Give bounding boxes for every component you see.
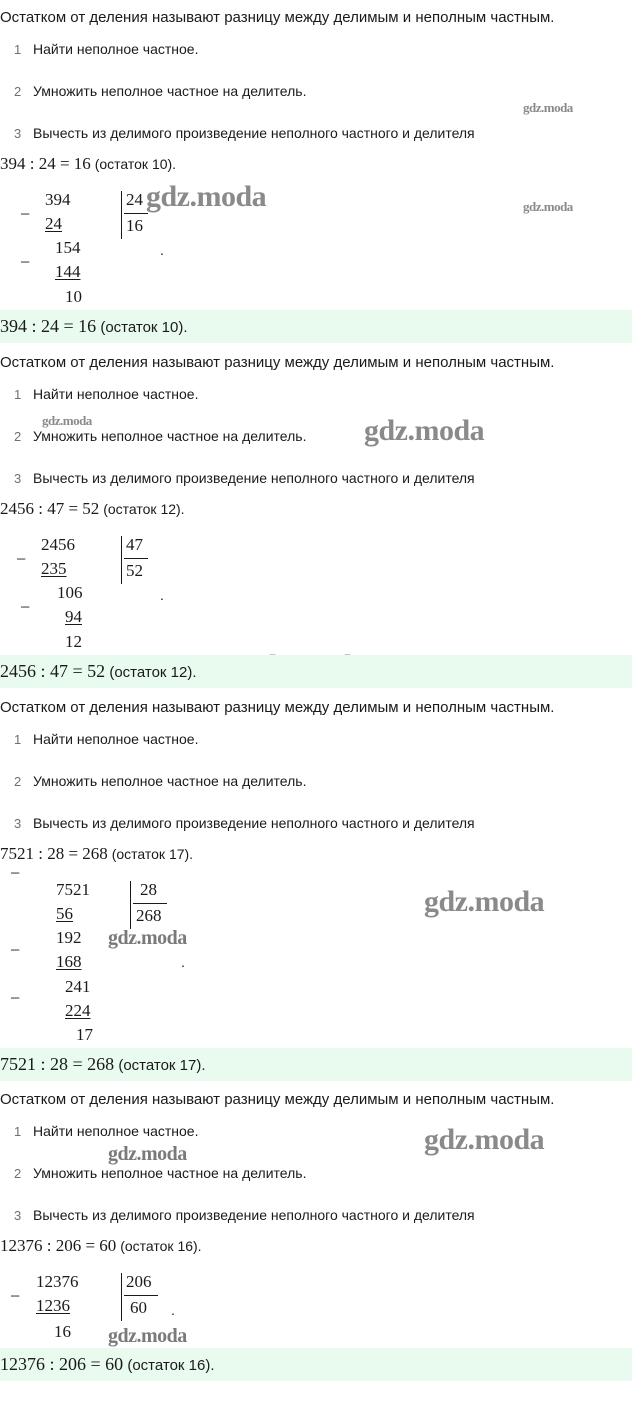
- minus-sign: −: [20, 252, 31, 272]
- equation: [0, 154, 176, 174]
- watermark: gdz.moda: [108, 927, 187, 949]
- equation-math: 394 : 24 = 16: [0, 154, 91, 173]
- remainder-note: (остаток 12).: [103, 501, 185, 517]
- minus-sign: −: [20, 597, 31, 617]
- step-text: Найти неполное частное.: [33, 1123, 199, 1139]
- minus-sign: −: [10, 940, 21, 960]
- dividend: 394: [45, 190, 71, 209]
- step-number: 2: [14, 429, 22, 444]
- equation-math: 7521 : 28 = 268: [0, 844, 108, 863]
- divisor: 28: [140, 880, 157, 899]
- step-text: Найти неполное частное.: [33, 41, 199, 57]
- equation-math: 12376 : 206 = 60: [0, 1236, 117, 1255]
- subtrahend: 224: [65, 1001, 91, 1020]
- problem-4: [0, 1082, 632, 1382]
- answer-math: 2456 : 47 = 52: [0, 661, 106, 681]
- watermark: gdz.moda: [42, 413, 92, 428]
- divisor-line: [133, 903, 167, 904]
- remainder-note: (остаток 17).: [111, 846, 194, 862]
- minus-sign: −: [10, 988, 21, 1008]
- watermark: gdz.moda: [364, 414, 485, 447]
- answer-box: [0, 1348, 632, 1381]
- answer-note: (остаток 12).: [109, 664, 197, 681]
- answer-box: [0, 1048, 632, 1081]
- step-text: Вычесть из делимого произведение неполного частного и делителя: [33, 1207, 475, 1223]
- step-1: [14, 40, 198, 59]
- step-2: [14, 1164, 306, 1183]
- divisor: 24: [126, 190, 143, 209]
- subtrahend: 94: [65, 607, 82, 626]
- step-number: 3: [14, 126, 22, 141]
- minus-sign: −: [16, 549, 27, 569]
- watermark: gdz.moda: [146, 180, 267, 213]
- minus-sign: −: [10, 863, 21, 883]
- step-number: 2: [14, 84, 22, 99]
- step-text: Вычесть из делимого произведение неполного частного и делителя: [33, 470, 475, 486]
- step-3: [14, 814, 475, 833]
- remainder: 16: [54, 1322, 71, 1341]
- remainder: 12: [65, 632, 82, 651]
- step-number: 1: [14, 42, 22, 57]
- watermark: gdz.moda: [523, 199, 573, 214]
- subtrahend: 24: [45, 214, 62, 233]
- subtrahend: 235: [41, 559, 67, 578]
- step-1: [14, 730, 198, 749]
- step-text: Умножить неполное частное на делитель.: [33, 773, 307, 789]
- dot: .: [160, 242, 164, 258]
- answer-math: 7521 : 28 = 268: [0, 1054, 115, 1074]
- step-number: 3: [14, 471, 22, 486]
- quotient: 52: [126, 561, 143, 580]
- intro-text: Остатком от деления называют разницу между делимым и неполным частным.: [0, 354, 555, 371]
- step-number: 2: [14, 774, 22, 789]
- answer-note: (остаток 17).: [118, 1057, 206, 1074]
- watermark: gdz.moda: [108, 1143, 187, 1165]
- problem-2: [0, 345, 632, 690]
- problem-3: [0, 690, 632, 1082]
- step-2: [14, 82, 306, 101]
- intro-text: Остатком от деления называют разницу между делимым и неполным частным.: [0, 1091, 555, 1108]
- step-text: Умножить неполное частное на делитель.: [33, 1165, 307, 1181]
- step-3: [14, 469, 475, 488]
- partial-dividend: 192: [56, 928, 82, 947]
- division-bar: [130, 881, 131, 929]
- step-number: 1: [14, 387, 22, 402]
- partial-dividend: 241: [65, 977, 91, 996]
- step-text: Найти неполное частное.: [33, 731, 199, 747]
- watermark: gdz.moda: [424, 1123, 545, 1156]
- intro-text: Остатком от деления называют разницу между делимым и неполным частным.: [0, 9, 555, 26]
- answer-box: [0, 310, 632, 343]
- minus-sign: −: [10, 1286, 21, 1306]
- subtrahend: 168: [56, 952, 82, 971]
- answer-note: (остаток 10).: [100, 319, 188, 336]
- equation: [0, 844, 193, 864]
- watermark: gdz.moda: [523, 100, 573, 115]
- division-bar: [121, 1273, 122, 1321]
- step-number: 1: [14, 1124, 22, 1139]
- remainder-note: (остаток 10).: [94, 156, 177, 172]
- subtrahend: 1236: [36, 1296, 70, 1315]
- divisor-line: [124, 213, 148, 214]
- watermark: gdz.moda: [424, 885, 545, 918]
- dot: .: [181, 954, 185, 970]
- equation: [0, 499, 185, 519]
- intro-text: Остатком от деления называют разницу между делимым и неполным частным.: [0, 699, 555, 716]
- step-text: Вычесть из делимого произведение неполного частного и делителя: [33, 125, 475, 141]
- step-number: 3: [14, 816, 22, 831]
- remainder: 10: [65, 287, 82, 306]
- subtrahend: 144: [55, 262, 81, 281]
- step-1: [14, 385, 198, 404]
- step-1: [14, 1122, 198, 1141]
- answer-math: 394 : 24 = 16: [0, 316, 97, 336]
- step-2: [14, 772, 306, 791]
- quotient: 268: [136, 906, 162, 925]
- quotient: 60: [130, 1298, 147, 1317]
- divisor: 206: [126, 1272, 152, 1291]
- dot: .: [160, 587, 164, 603]
- dot: .: [171, 1302, 175, 1318]
- step-2: [14, 427, 306, 446]
- answer-math: 12376 : 206 = 60: [0, 1354, 124, 1374]
- step-number: 1: [14, 732, 22, 747]
- remainder-note: (остаток 16).: [120, 1238, 202, 1254]
- step-number: 2: [14, 1166, 22, 1181]
- quotient: 16: [126, 216, 143, 235]
- remainder: 17: [76, 1025, 93, 1044]
- dividend: 7521: [56, 880, 90, 899]
- step-text: Умножить неполное частное на делитель.: [33, 428, 307, 444]
- answer-box: [0, 655, 632, 688]
- step-text: Найти неполное частное.: [33, 386, 199, 402]
- subtrahend: 56: [56, 904, 73, 923]
- equation-math: 2456 : 47 = 52: [0, 499, 100, 518]
- dividend: 2456: [41, 535, 75, 554]
- divisor-line: [124, 558, 148, 559]
- step-text: Умножить неполное частное на делитель.: [33, 83, 307, 99]
- divisor-line: [124, 1295, 158, 1296]
- step-text: Вычесть из делимого произведение неполного частного и делителя: [33, 815, 475, 831]
- minus-sign: −: [20, 204, 31, 224]
- answer-note: (остаток 16).: [127, 1357, 215, 1374]
- partial-dividend: 154: [55, 238, 81, 257]
- equation: [0, 1236, 202, 1256]
- step-3: [14, 124, 475, 143]
- step-3: [14, 1206, 475, 1225]
- dividend: 12376: [36, 1272, 79, 1291]
- partial-dividend: 106: [57, 583, 83, 602]
- problem-1: [0, 0, 632, 345]
- divisor: 47: [126, 535, 143, 554]
- step-number: 3: [14, 1208, 22, 1223]
- division-bar: [121, 536, 122, 584]
- division-bar: [121, 191, 122, 239]
- watermark: gdz.moda: [108, 1325, 187, 1347]
